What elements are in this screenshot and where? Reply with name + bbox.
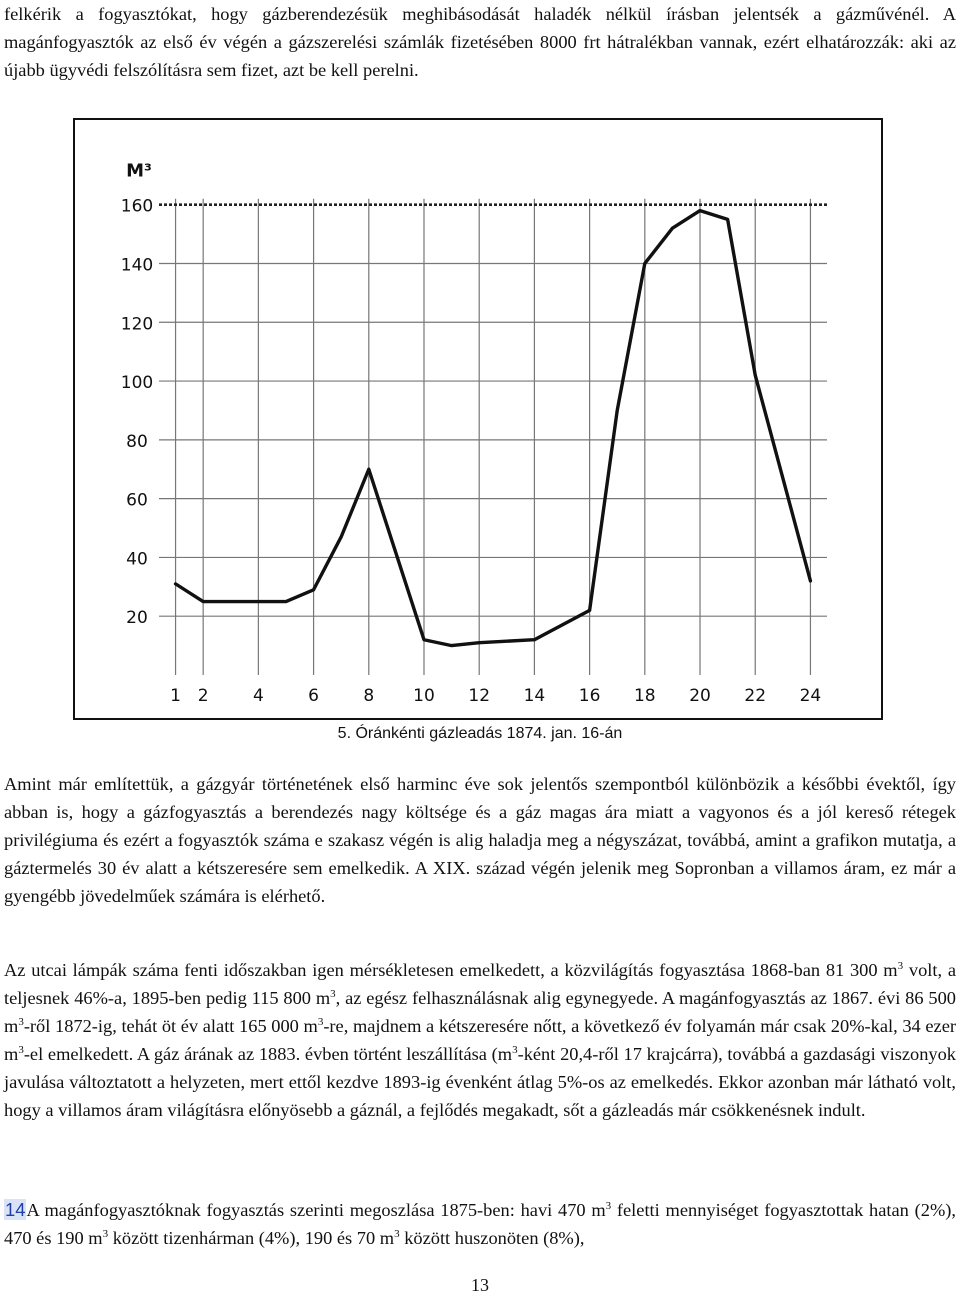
figure-caption [0, 725, 960, 743]
superscript: 3 [394, 1228, 400, 1240]
y-tick-label: 100 [120, 373, 154, 394]
x-tick-label: 14 [523, 686, 546, 706]
superscript: 3 [512, 1044, 518, 1056]
y-axis-label: M³ [126, 160, 152, 182]
paragraph-street-lamps [4, 956, 956, 1124]
y-tick-label: 120 [120, 314, 154, 335]
x-tick-label: 16 [578, 686, 601, 706]
x-tick-label: 22 [744, 686, 767, 706]
superscript: 3 [605, 1200, 612, 1212]
x-tick-label: 2 [197, 686, 209, 706]
superscript: 3 [897, 960, 904, 972]
paragraph-intro: felkérik a fogyasztókat, hogy gázberendezésük meghibásodását haladék nélkül írásban jelentsék a gázművénél. A magánfogyasztók az első év végén a gázszerelési számlák fizetésében 8000 frt hátralékban vannak, ezért elhatározzák: aki az újabb ügyvédi felszólításra sem fizet, azt be kell perelni. [4, 4, 956, 80]
x-tick-label: 10 [413, 686, 435, 706]
paragraph-history: Amint már említettük, a gázgyár történetének első harminc éve sok jelentős szempontból különbözik a későbbi évektől, így abban is, hogy a gázfogyasztás a berendezés nagy költsége és a gáz magas ára miatt a vagyonos és a jól kereső rétegek privilégiuma és ezért a fogyasztók száma e szakasz végén is alig haladja meg a négyszázat, továbbá, amint a grafikon mutatja, a gáztermelés 30 év alatt a kétszeresére sem emelkedik. A XIX. század végén jelenik meg Sopronban a villamos áram, ez már a gyengébb jövedelműek számára is elérhető. [4, 774, 956, 906]
y-tick-label: 80 [126, 431, 148, 452]
superscript: 3 [102, 1228, 109, 1240]
paragraph-private-consumers [4, 1196, 956, 1252]
footnote-link[interactable]: 14 [5, 1199, 26, 1220]
superscript: 3 [317, 1016, 324, 1028]
text-run: , az egész felhasználásnak alig egynegyede. A magánfogyasztás az 1867. évi 86 500 m [4, 988, 956, 1036]
x-tick-label: 4 [252, 686, 264, 706]
superscript: 3 [18, 1016, 24, 1028]
figure-chart [73, 118, 883, 720]
superscript: 3 [18, 1044, 24, 1056]
y-tick-label: 160 [120, 196, 154, 217]
y-tick-label: 20 [126, 608, 148, 629]
text-run: között tizenhárman (4%), 190 és 70 m [108, 1228, 395, 1248]
x-tick-label: 8 [363, 686, 375, 706]
y-tick-label: 40 [126, 549, 148, 570]
text-run: Az utcai lámpák száma fenti időszakban igen mérsékletesen emelkedett, a közvilágítás fogyasztása 1868-ban 81 300 m [4, 960, 898, 980]
x-tick-label: 6 [308, 686, 319, 706]
superscript: 3 [330, 988, 336, 1000]
y-tick-label: 140 [120, 255, 154, 276]
figure-caption-text: 5. Óránkénti gázleadás 1874. jan. 16-án [337, 725, 623, 742]
x-tick-label: 18 [633, 686, 656, 706]
text-run: -ként 20,4-ről 17 krajcárra), továbbá a gazdasági viszonyok javulása változtatott a helyzeten, mert ettől kezdve 1893-ig évenként átlag 5%-os az emelkedés. Ekkor azonban már látható volt, hogy a villamos áram világításra előnyösebb a gáznál, a fejlődés megakadt, sőt a gázleadás már csökkenésnek indult. [4, 1044, 956, 1120]
series-line [176, 211, 811, 646]
text-run: -el emelkedett. A gáz árának az 1883. évben történt leszállítása (m [23, 1044, 513, 1064]
text-run: között huszonöten (8%), [399, 1228, 585, 1248]
text-run: -ről 1872-ig, tehát öt év alatt 165 000 m [23, 1016, 318, 1036]
gas-output-chart [75, 120, 881, 718]
x-tick-label: 20 [689, 686, 711, 706]
text-run: A magánfogyasztóknak fogyasztás szerinti megoszlása 1875-ben: havi 470 m [26, 1200, 606, 1220]
x-tick-label: 1 [170, 686, 181, 706]
text-run: feletti mennyiséget fogyasztottak hatan (2%), 470 és 190 m [4, 1200, 956, 1248]
y-tick-label: 60 [126, 490, 148, 511]
text-run: -re, majdnem a kétszeresére nőtt, a következő év folyamán már csak 20%-kal, 34 ezer m [4, 1016, 956, 1064]
x-tick-label: 24 [799, 686, 822, 706]
text-run: volt, a teljesnek 46%-a, 1895-ben pedig 115 800 m [4, 960, 956, 1008]
x-tick-label: 12 [468, 686, 491, 706]
page-number: 13 [471, 1275, 489, 1295]
